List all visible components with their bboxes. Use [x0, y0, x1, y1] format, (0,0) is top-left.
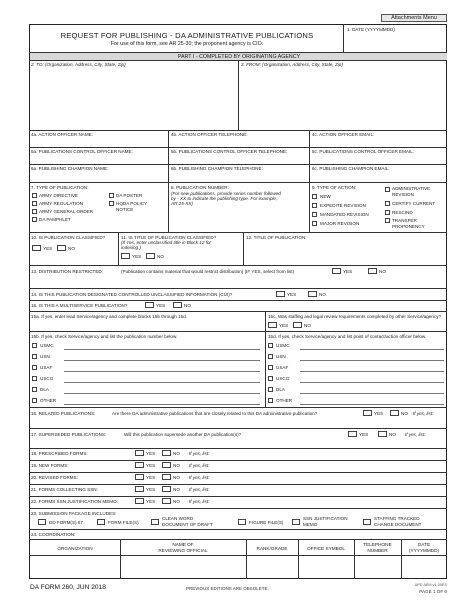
clean-word-label: CLEAN WORD — [162, 516, 194, 521]
service-usaf-label: USAF — [40, 365, 53, 370]
ssn-justification-label: SSN JUSTIFICATION — [303, 516, 348, 521]
distribution-restricted-label: 13. DISTRIBUTION RESTRICTED: — [31, 269, 103, 274]
poc-usmc-checkbox[interactable] — [268, 343, 273, 348]
service-dla-label: DLA — [40, 387, 49, 392]
cui-no-label: NO — [319, 292, 326, 297]
divider — [309, 182, 310, 232]
poc-uscg-checkbox[interactable] — [268, 376, 273, 381]
divider — [118, 232, 119, 265]
action-officer-telephone-label: 4b. ACTION OFFICER TELEPHONE: — [171, 132, 248, 137]
divider — [29, 460, 447, 461]
related-no-label: NO — [401, 411, 408, 416]
forms-row-22-no-checkbox[interactable] — [162, 498, 171, 504]
forms-row-20-yes-checkbox[interactable] — [135, 474, 144, 480]
forms-row-18-label: 18. PRESCRIBED FORMS: — [31, 451, 88, 456]
related-pubs-label: 16. RELATED PUBLICATIONS: — [31, 411, 96, 416]
army-regulation-checkbox[interactable] — [32, 201, 37, 206]
mandated-revision-checkbox[interactable] — [312, 212, 317, 217]
forms-row-18-if-yes: If yes, list: — [189, 451, 210, 456]
multiservice-yes-label: YES — [156, 303, 166, 308]
classified-label: 10. IS PUBLICATION CLASSIFIED? — [31, 235, 106, 240]
army-general-order-checkbox[interactable] — [32, 209, 37, 214]
part-i-heading: PART I - COMPLETED BY ORIGINATING AGENCY — [177, 54, 301, 60]
poc-other-checkbox[interactable] — [268, 398, 273, 403]
hqda-policy-label: HQDA POLICY — [116, 201, 148, 206]
revision-label: REVISION — [392, 192, 414, 197]
divider — [29, 472, 447, 473]
lead-service-label: 15a. If yes, enter lead Service/agency and complete blocks 15b through 15d. — [31, 314, 188, 319]
expedite-revision-checkbox[interactable] — [312, 203, 317, 208]
cui-label: 14. IS THIS PUBLICATION DESIGNATED CONTROLLED UNCLASSIFIED INFORMATION (CUI)? — [31, 292, 233, 297]
forms-row-19-no-checkbox[interactable] — [162, 462, 171, 468]
service-usmc-line[interactable] — [64, 349, 260, 350]
certify-current-checkbox[interactable] — [385, 201, 390, 206]
major-revision-checkbox[interactable] — [312, 221, 317, 226]
da-pamphlet-checkbox[interactable] — [32, 217, 37, 222]
pco-telephone-label: 5b. PUBLICATIONS CONTROL OFFICER TELEPHONE: — [171, 149, 288, 154]
superseded-yes-label: YES — [359, 432, 369, 437]
forms-row-20-no-label: NO — [173, 475, 180, 480]
multiservice-label: 15. IS THIS A MULTISERVICE PUBLICATION? — [31, 303, 128, 308]
forms-row-21-no-checkbox[interactable] — [162, 486, 171, 492]
divider — [29, 52, 447, 53]
service-usn-checkbox[interactable] — [32, 354, 37, 359]
col-name-of: NAME OF — [172, 542, 194, 547]
distribution-restricted-text: (Publication contains material that would restrict distribution) (IF YES, select from list) — [121, 269, 295, 274]
forms-row-22-no-label: NO — [173, 499, 180, 504]
coordination-row[interactable] — [30, 556, 446, 578]
title-classified-note-1: (If Yes, enter unclassified title in Block 12 for — [121, 240, 212, 245]
change-document-label: CHANGE DOCUMENT — [374, 522, 422, 527]
form-number: DA FORM 260, JUN 2018 — [30, 584, 106, 591]
forms-row-22-yes-label: YES — [146, 499, 156, 504]
da-poster-checkbox[interactable] — [109, 193, 114, 198]
pub-number-field[interactable] — [170, 207, 308, 230]
divider — [29, 182, 447, 183]
action-officer-email-label: 4c. ACTION OFFICER EMAIL: — [312, 132, 375, 137]
apd-version: APD AEM v1.00ES — [414, 583, 447, 587]
poc-usaf-checkbox[interactable] — [268, 365, 273, 370]
cui-yes-checkbox[interactable] — [276, 291, 285, 297]
title-classified-label: 11. IS TITLE OF PUBLICATION CLASSIFIED? — [121, 235, 217, 240]
multiservice-no-checkbox[interactable] — [173, 302, 182, 308]
previous-editions-note: PREVIOUS EDITIONS ARE OBSOLETE. — [186, 586, 269, 591]
staffing-no-checkbox[interactable] — [293, 322, 302, 328]
poc-other-line[interactable] — [300, 404, 444, 405]
poc-dla-label: DLA — [276, 387, 285, 392]
service-poc-label: 15d. If yes, check Service/agency and list point of contact/action officer below. — [268, 334, 427, 339]
army-directive-checkbox[interactable] — [32, 193, 37, 198]
multiservice-no-label: NO — [184, 303, 191, 308]
pub-title-label: 12. TITLE OF PUBLICATION: — [246, 235, 307, 240]
divider — [29, 300, 447, 301]
rescind-label: RESCIND — [392, 210, 413, 215]
expedite-revision-label: EXPEDITE REVISION — [320, 203, 366, 208]
memo-label: MEMO — [303, 522, 318, 527]
staffing-tracked-checkbox[interactable] — [363, 519, 371, 525]
classified-no-checkbox[interactable] — [57, 245, 66, 251]
divider — [29, 311, 447, 312]
pub-number-note-1: (For new publications, provide series number followed — [171, 191, 281, 196]
poc-uscg-line[interactable] — [300, 382, 444, 383]
col-number: NUMBER — [367, 548, 388, 553]
army-general-order-label: ARMY GENERAL ORDER — [39, 209, 94, 214]
service-pub-number-label: 15b. If yes, check Service/agency and list the publication number below. — [31, 334, 178, 339]
da-poster-label: DA POSTER — [116, 193, 143, 198]
title-classified-no-checkbox[interactable] — [146, 253, 155, 259]
superseded-label: 17. SUPERSEDED PUBLICATIONS: — [31, 432, 107, 437]
forms-row-19-yes-label: YES — [146, 463, 156, 468]
divider — [29, 288, 447, 289]
divider — [29, 496, 447, 497]
divider — [168, 182, 169, 232]
administrative-label: ADMINISTRATIVE — [392, 186, 431, 191]
divider — [29, 232, 447, 233]
related-pubs-text: Are there DA administrative publications that are closely related to this DA administrative publication? — [112, 411, 318, 416]
divider — [309, 130, 310, 182]
cui-no-checkbox[interactable] — [308, 291, 317, 297]
divider — [29, 484, 447, 485]
divider — [29, 265, 447, 266]
dd-form-67-checkbox[interactable] — [38, 519, 46, 525]
related-if-yes: If yes, list: — [413, 411, 434, 416]
service-uscg-line[interactable] — [64, 382, 260, 383]
from-label: 3. FROM: (Organization, Address, City, State, Zip) — [241, 62, 343, 67]
new-checkbox[interactable] — [312, 194, 317, 199]
superseded-if-yes: If yes, list: — [405, 432, 426, 437]
distribution-no-label: NO — [379, 269, 386, 274]
champion-name-label: 6a. PUBLISHING CHAMPION NAME: — [31, 166, 109, 171]
poc-uscg-label: USCG — [276, 376, 290, 381]
service-usmc-checkbox[interactable] — [32, 343, 37, 348]
superseded-text: Will this publication supersede another DA publication(s)? — [124, 432, 242, 437]
related-yes-label: YES — [374, 411, 384, 416]
date-field[interactable] — [344, 33, 446, 51]
distribution-select[interactable] — [392, 267, 446, 276]
forms-row-18-no-label: NO — [173, 451, 180, 456]
pub-type-label: 7. TYPE OF PUBLICATION: — [31, 185, 89, 190]
action-type-label: 9. TYPE OF ACTION: — [312, 185, 357, 190]
divider — [29, 539, 447, 540]
classified-yes-checkbox[interactable] — [32, 245, 41, 251]
page-number: PAGE 1 OF 6 — [419, 589, 447, 594]
superseded-yes-checkbox[interactable] — [348, 431, 357, 437]
col-date: DATE — [417, 542, 431, 547]
ssn-justification-checkbox[interactable] — [292, 519, 300, 525]
service-dla-checkbox[interactable] — [32, 387, 37, 392]
forms-row-22-yes-checkbox[interactable] — [135, 498, 144, 504]
poc-usmc-line[interactable] — [300, 349, 444, 350]
pco-email-label: 5c. PUBLICATIONS CONTROL OFFICER EMAIL: — [312, 149, 415, 154]
poc-usn-label: USN — [276, 354, 286, 359]
administrative-revision-checkbox[interactable] — [385, 187, 390, 192]
service-uscg-label: USCG — [40, 376, 54, 381]
col-rank-grade: RANK/GRADE — [256, 546, 288, 551]
multiservice-yes-checkbox[interactable] — [145, 302, 154, 308]
divider — [29, 130, 447, 131]
forms-row-21-yes-checkbox[interactable] — [135, 486, 144, 492]
action-officer-name-label: 4a. ACTION OFFICER NAME: — [31, 132, 94, 137]
forms-row-21-if-yes: If yes, list: — [189, 487, 210, 492]
proponency-label: PROPONENCY — [392, 224, 425, 229]
staffing-no-label: NO — [304, 323, 311, 328]
divider — [29, 428, 447, 429]
to-label: 2. TO: (Organization, Address, City, State, Zip) — [31, 62, 126, 67]
army-regulation-label: ARMY REGULATION — [39, 201, 83, 206]
divider — [29, 448, 447, 449]
new-label: NEW — [320, 194, 331, 199]
forms-row-19-label: 19. NEW FORMS: — [31, 463, 69, 468]
col-office-symbol: OFFICE SYMBOL — [306, 546, 346, 551]
forms-row-19-yes-checkbox[interactable] — [135, 462, 144, 468]
col-organization: ORGANIZATION — [57, 546, 93, 551]
rescind-checkbox[interactable] — [385, 210, 390, 215]
forms-row-18-yes-checkbox[interactable] — [135, 450, 144, 456]
from-field[interactable] — [239, 68, 446, 129]
service-usmc-label: USMC — [40, 343, 54, 348]
certify-current-label: CERTIFY CURRENT — [392, 201, 436, 206]
poc-usn-checkbox[interactable] — [268, 354, 273, 359]
document-of-draft-label: DOCUMENT OF DRAFT — [162, 522, 213, 527]
superseded-no-checkbox[interactable] — [378, 431, 387, 437]
forms-row-22-if-yes: If yes, list: — [189, 499, 210, 504]
service-other-checkbox[interactable] — [32, 398, 37, 403]
title-classified-no-label: NO — [157, 254, 164, 259]
pub-number-label: 8. PUBLICATION NUMBER: — [171, 185, 229, 190]
distribution-yes-checkbox[interactable] — [332, 268, 341, 274]
forms-row-21-label: 21. FORMS COLLECTING SSN: — [31, 487, 98, 492]
to-field[interactable] — [30, 68, 237, 129]
divider — [29, 407, 447, 408]
distribution-no-checkbox[interactable] — [368, 268, 377, 274]
submission-package-label: 23. SUBMISSION PACKAGE INCLUDES: — [31, 511, 117, 516]
da-pamphlet-label: DA PAMPHLET — [39, 217, 71, 222]
army-directive-label: ARMY DIRECTIVE — [39, 193, 78, 198]
pco-name-label: 5a. PUBLICATIONS CONTROL OFFICER NAME: — [31, 149, 133, 154]
pub-number-note-2: by - XX to indicate the publishing type. For example, — [171, 196, 278, 201]
poc-usaf-label: USAF — [276, 365, 289, 370]
staffing-yes-label: YES — [279, 323, 289, 328]
divider — [265, 311, 266, 407]
related-yes-checkbox[interactable] — [363, 410, 372, 416]
related-no-checkbox[interactable] — [390, 410, 399, 416]
dd-form-67-label: DD FORM(S) 67 — [49, 520, 83, 525]
coordination-label: 24. COORDINATION: — [31, 532, 76, 537]
forms-row-20-no-checkbox[interactable] — [162, 474, 171, 480]
classified-no-label: NO — [68, 246, 75, 251]
figure-files-label: FIGURE FILE(S) — [249, 520, 284, 525]
col-telephone: TELEPHONE — [363, 542, 392, 547]
service-other-label: OTHER — [40, 398, 57, 403]
form-files-checkbox[interactable] — [97, 519, 105, 525]
figure-files-checkbox[interactable] — [238, 519, 246, 525]
mandated-revision-label: MANDATED REVISION — [320, 212, 369, 217]
notice-label: NOTICE — [116, 207, 134, 212]
pub-title-field[interactable] — [244, 241, 446, 264]
form-title: REQUEST FOR PUBLISHING - DA ADMINISTRATIVE PUBLICATIONS — [60, 31, 314, 40]
title-classified-note-2: indexing.) — [121, 245, 141, 250]
poc-dla-checkbox[interactable] — [268, 387, 273, 392]
hqda-policy-notice-checkbox[interactable] — [109, 201, 114, 206]
forms-row-22-label: 22. FORMS SSN JUSTIFICATION MEMO: — [31, 499, 118, 504]
service-usaf-line[interactable] — [64, 371, 260, 372]
forms-row-20-if-yes: If yes, list: — [189, 475, 210, 480]
staffing-yes-checkbox[interactable] — [268, 322, 277, 328]
clean-word-checkbox[interactable] — [151, 519, 159, 525]
forms-row-18-yes-label: YES — [146, 451, 156, 456]
staffing-review-label: 15c. Was staffing and legal review requirements completed by other Service/agency? — [268, 314, 442, 319]
distribution-yes-label: YES — [343, 269, 353, 274]
divider — [29, 529, 447, 530]
forms-row-20-label: 20. REVISED FORMS: — [31, 475, 78, 480]
col-reviewing-official: REVIEWING OFFICIAL — [158, 548, 208, 553]
divider — [29, 164, 447, 165]
title-classified-yes-checkbox[interactable] — [121, 253, 130, 259]
pub-number-note-3: AR 25-XX) — [171, 201, 193, 206]
poc-dla-line[interactable] — [300, 393, 444, 394]
title-classified-yes-label: YES — [132, 254, 142, 259]
poc-usaf-line[interactable] — [300, 371, 444, 372]
forms-row-19-if-yes: If yes, list: — [189, 463, 210, 468]
poc-other-label: OTHER — [276, 398, 293, 403]
major-revision-label: MAJOR REVISION — [320, 221, 360, 226]
poc-usn-line[interactable] — [300, 360, 444, 361]
col-date-format: (YYYYMMDD) — [408, 548, 440, 553]
forms-row-21-no-label: NO — [173, 487, 180, 492]
service-other-line[interactable] — [64, 404, 260, 405]
service-usaf-checkbox[interactable] — [32, 365, 37, 370]
divider — [29, 331, 447, 332]
date-label: 1. DATE (YYYYMMDD) — [347, 27, 395, 32]
service-uscg-checkbox[interactable] — [32, 376, 37, 381]
forms-row-21-yes-label: YES — [146, 487, 156, 492]
divider — [168, 130, 169, 182]
divider — [29, 508, 447, 509]
champion-email-label: 6c. PUBLISHING CHAMPION EMAIL: — [312, 166, 390, 171]
service-dla-line[interactable] — [64, 393, 260, 394]
forms-row-20-yes-label: YES — [146, 475, 156, 480]
poc-usmc-label: USMC — [276, 343, 290, 348]
forms-row-19-no-label: NO — [173, 463, 180, 468]
superseded-no-label: NO — [389, 432, 396, 437]
divider — [29, 147, 447, 148]
champion-telephone-label: 6b. PUBLISHING CHAMPION TELEPHONE: — [171, 166, 263, 171]
transfer-proponency-checkbox[interactable] — [385, 218, 390, 223]
staffing-tracked-label: STAFFING TRACKED — [374, 516, 420, 521]
cui-yes-label: YES — [287, 292, 297, 297]
transfer-label: TRANSFER — [392, 218, 417, 223]
service-usn-label: USN — [40, 354, 50, 359]
attachments-menu-button[interactable]: Attachments Menu — [381, 14, 447, 22]
form-files-label: FORM FILE(S) — [108, 520, 139, 525]
forms-row-18-no-checkbox[interactable] — [162, 450, 171, 456]
classified-yes-label: YES — [43, 246, 53, 251]
service-usn-line[interactable] — [64, 360, 260, 361]
form-subtitle: For use of this form, see AR 25-30; the proponent agency is CIO. — [110, 41, 264, 47]
